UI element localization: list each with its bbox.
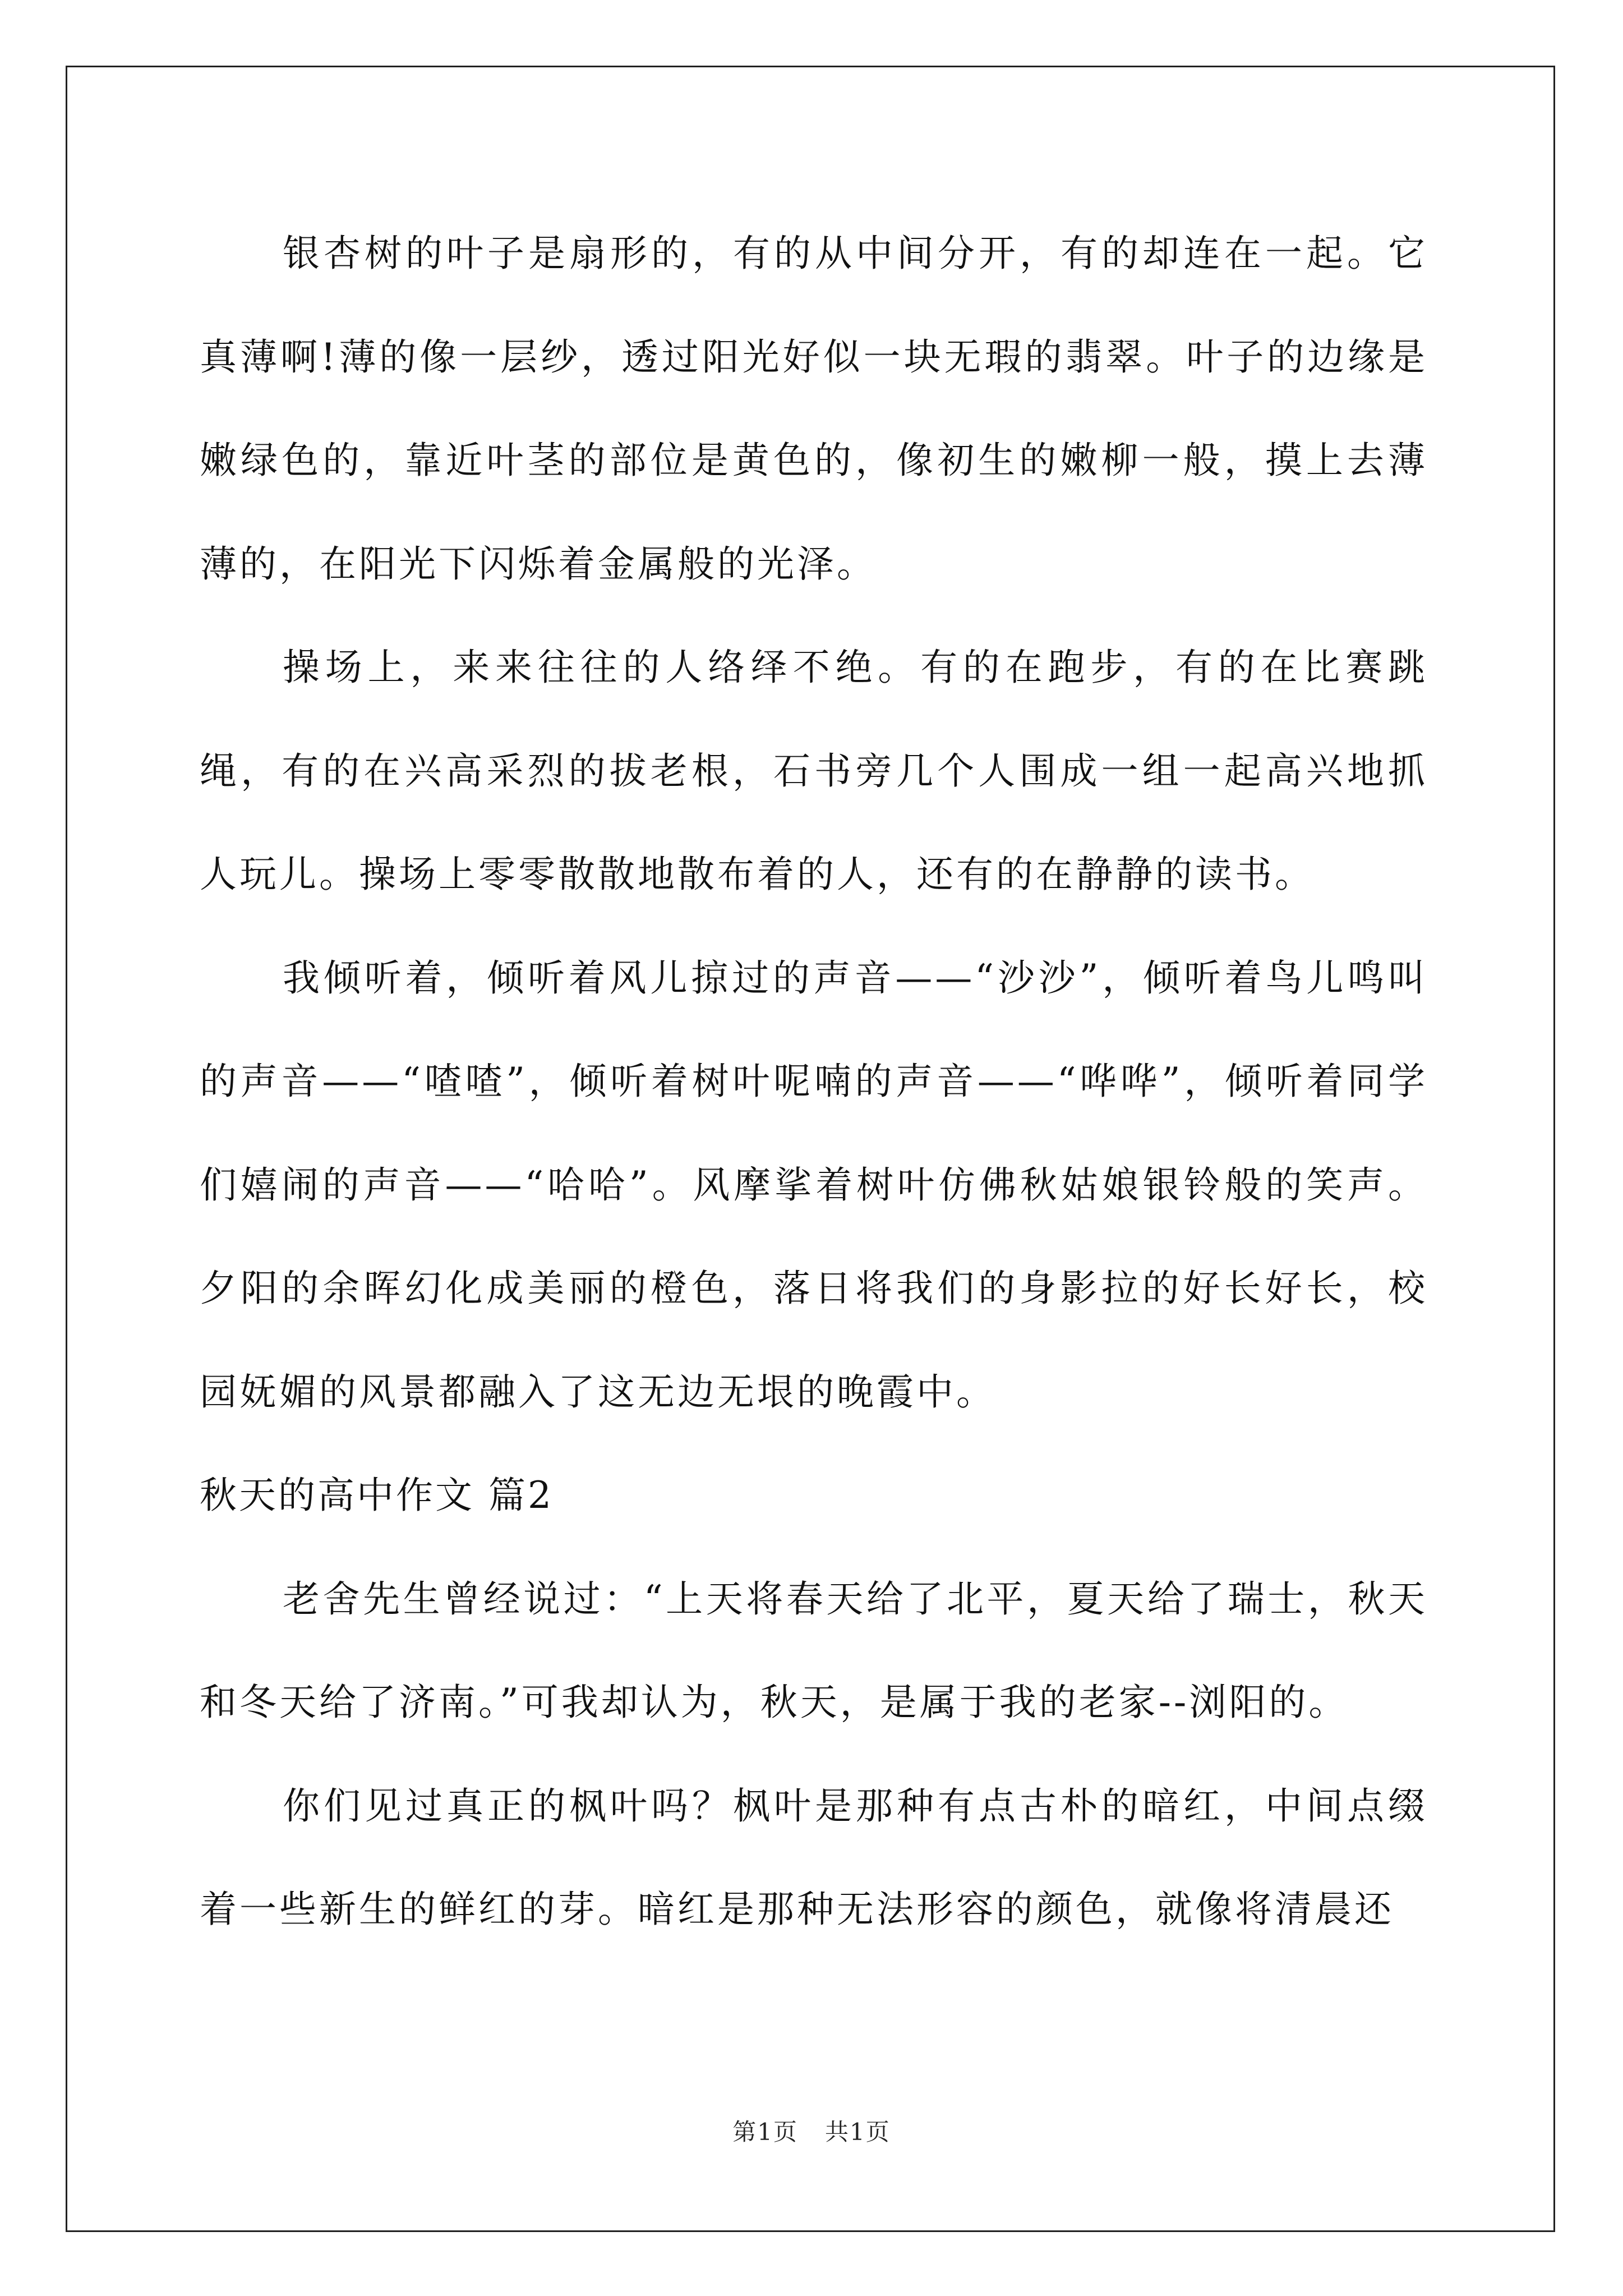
paragraph-ginkgo-leaves: 银杏树的叶子是扇形的，有的从中间分开，有的却连在一起。它真薄啊!薄的像一层纱，透过阳光好似一块无瑕的翡翠。叶子的边缘是嫩绿色的，靠近叶茎的部位是黄色的，像初生的嫩柳一般，摸上去薄薄的，在阳光下闪烁着金属般的光泽。: [200, 232, 1428, 586]
page-number: 第1页: [732, 2118, 798, 2146]
section-heading: 秋天的高中作文 篇2: [200, 1474, 554, 1517]
page-total: 共1页: [825, 2118, 891, 2146]
paragraph-laoshe-quote: 老舍先生曾经说过：“上天将春天给了北平，夏天给了瑞士，秋天和冬天给了济南。”可我却认为，秋天，是属于我的老家--浏阳的。: [200, 1577, 1428, 1724]
paragraph-maple-leaves: 你们见过真正的枫叶吗？枫叶是那种有点古朴的暗红，中间点缀着一些新生的鲜红的芽。暗红是那种无法形容的颜色，就像将清晨还: [200, 1784, 1428, 1931]
paragraph-playground: 操场上，来来往往的人络绎不绝。有的在跑步，有的在比赛跳绳，有的在兴高采烈的拔老根，石书旁几个人围成一组一起高兴地抓人玩儿。操场上零零散散地散布着的人，还有的在静静的读书。: [200, 646, 1428, 896]
page-footer: [0, 2114, 1623, 2147]
document-body: [200, 202, 1428, 1962]
paragraph-listening: 我倾听着，倾听着风儿掠过的声音——“沙沙”，倾听着鸟儿鸣叫的声音——“喳喳”，倾听着树叶呢喃的声音——“哗哗”，倾听着同学们嬉闹的声音——“哈哈”。风摩挲着树叶仿佛秋姑娘银铃般的笑声。夕阳的余晖幻化成美丽的橙色，落日将我们的身影拉的好长好长，校园妩媚的风景都融入了这无边无垠的晚霞中。: [200, 956, 1428, 1414]
